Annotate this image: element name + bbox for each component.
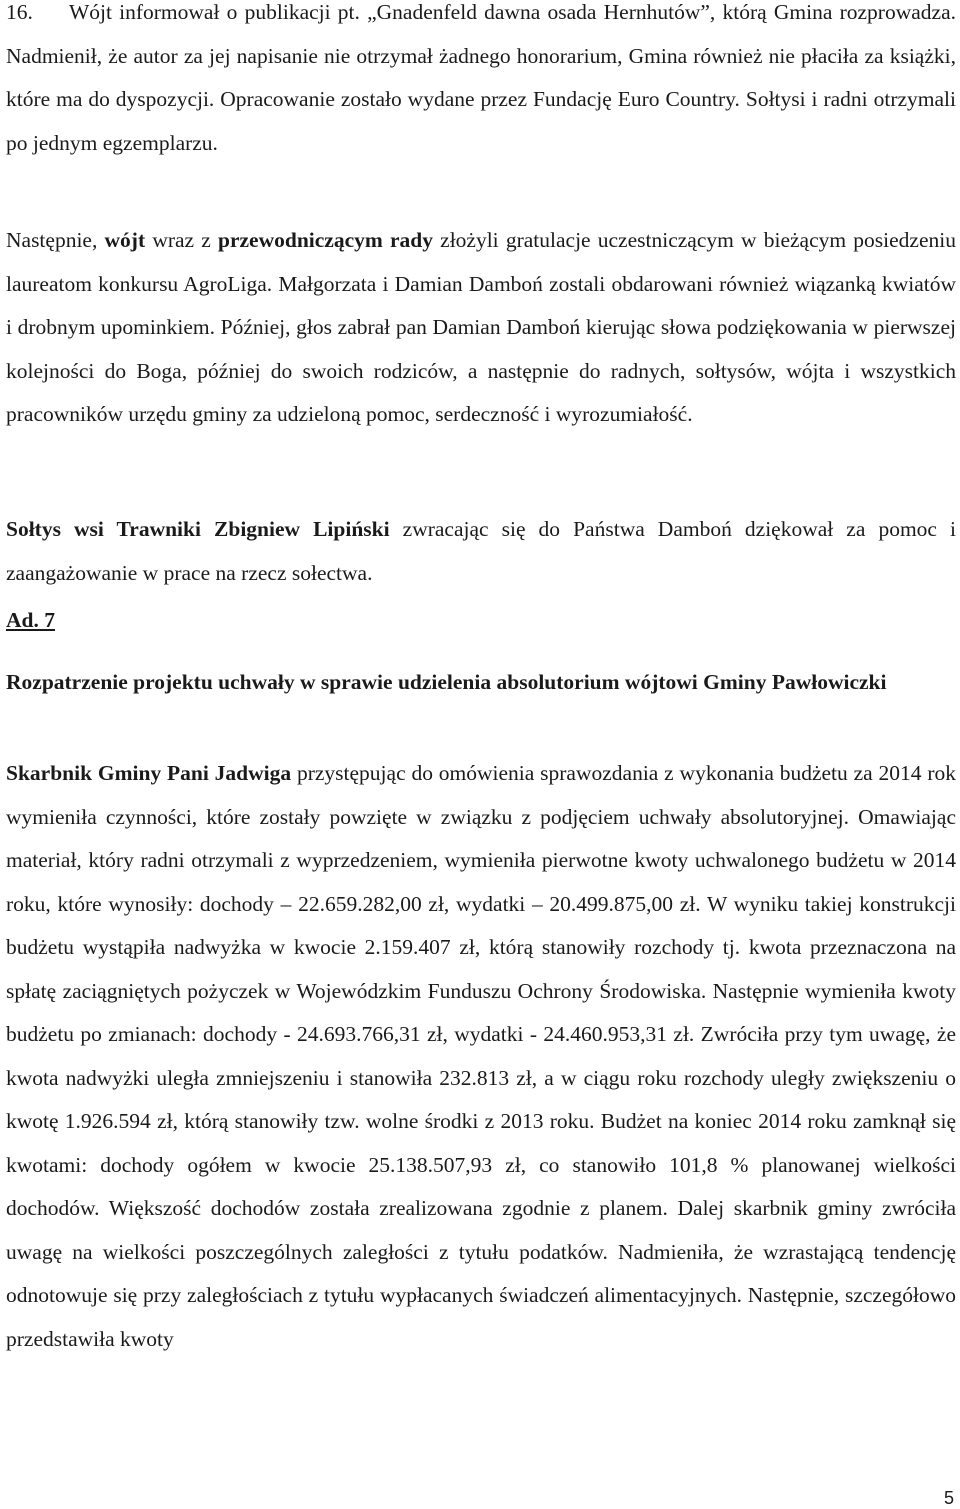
item-16-text: Wójt informował o publikacji pt. „Gnadenfeld dawna osada Hernhutów”, którą Gmina rozprowadza. Nadmienił, że autor za jej napisanie nie otrzymał żadnego honorarium, Gmina również nie płaciła za książki, które ma do dyspozycji. Opracowanie zostało wydane przez Fundację Euro Country. Sołtysi i radni otrzymali po jednym egzemplarzu. xyxy=(6,0,956,155)
paragraph-skarbnik xyxy=(6,752,956,1361)
bold-run: wójt xyxy=(104,228,146,252)
text-run: Następnie, xyxy=(6,228,105,252)
text-run: wraz z xyxy=(145,228,218,252)
bold-run: Sołtys wsi Trawniki Zbigniew Lipiński xyxy=(6,517,390,541)
agenda-item-label: Ad. 7 xyxy=(6,608,55,632)
text-run: przystępując do omówienia sprawozdania z wykonania budżetu za 2014 rok wymieniła czynności, które zostały powzięte w związku z podjęciem uchwały absolutoryjnej. Omawiając materiał, który radni otrzymali z wyprzedzeniem, wymieniła pierwotne kwoty uchwalonego budżetu w 2014 roku, które wynosiły: dochody – 22.659.282,00 zł, wydatki – 20.499.875,00 zł. W wyniku takiej konstrukcji budżetu wystąpiła nadwyżka w kwocie 2.159.407 zł, którą stanowiły rozchody tj. kwota przeznaczona na spłatę zaciągniętych pożyczek w Wojewódzkim Funduszu Ochrony Środowiska. Następnie wymieniła kwoty budżetu po zmianach: dochody - 24.693.766,31 zł, wydatki - 24.460.953,31 zł. Zwróciła przy tym uwagę, że kwota nadwyżki uległa zmniejszeniu i stanowiła 232.813 zł, a w ciągu roku rozchody uległy zwiększeniu o kwotę 1.926.594 zł, którą stanowiły tzw. wolne środki z 2013 roku. Budżet na koniec 2014 roku zamknął się kwotami: dochody ogółem w kwocie 25.138.507,93 zł, co stanowiło 101,8 % planowanej wielkości dochodów. Większość dochodów została zrealizowana zgodnie z planem. Dalej skarbnik gminy zwróciła uwagę na wielkości poszczególnych zaległości z tytułu podatków. Nadmieniła, że wzrastającą tendencję odnotowuje się przy zaległościach z tytułu wypłacanych świadczeń alimentacyjnych. Następnie, szczegółowo przedstawiła kwoty xyxy=(6,761,957,1351)
bold-run: Skarbnik Gminy Pani Jadwiga xyxy=(6,761,292,785)
text-run: złożyli gratulacje uczestniczącym w bieżącym posiedzeniu laureatom konkursu AgroLiga. Małgorzata i Damian Damboń zostali obdarowani również wiązanką kwiatów i drobnym upominkiem. Później, głos zabrał pan Damian Damboń kierując słowa podziękowania w pierwszej kolejności do Boga, później do swoich rodziców, a następnie do radnych, sołtysów, wójta i wszystkich pracowników urzędu gminy za udzieloną pomoc, serdeczność i wyrozumiałość. xyxy=(6,228,956,426)
page-number: 5 xyxy=(943,1488,954,1508)
item-number: 16. xyxy=(6,0,33,24)
bold-run: przewodniczącym rady xyxy=(218,228,433,252)
paragraph-gratulacje xyxy=(6,219,956,437)
paragraph-item-16 xyxy=(6,0,956,165)
section-heading: Rozpatrzenie projektu uchwały w sprawie udzielenia absolutorium wójtowi Gminy Pawłowiczki xyxy=(6,670,887,694)
text-run: zwracając się do Państwa Damboń dziękował za pomoc i zaangażowanie w prace na rzecz sołectwa. xyxy=(6,517,956,585)
paragraph-soltys xyxy=(6,508,956,595)
